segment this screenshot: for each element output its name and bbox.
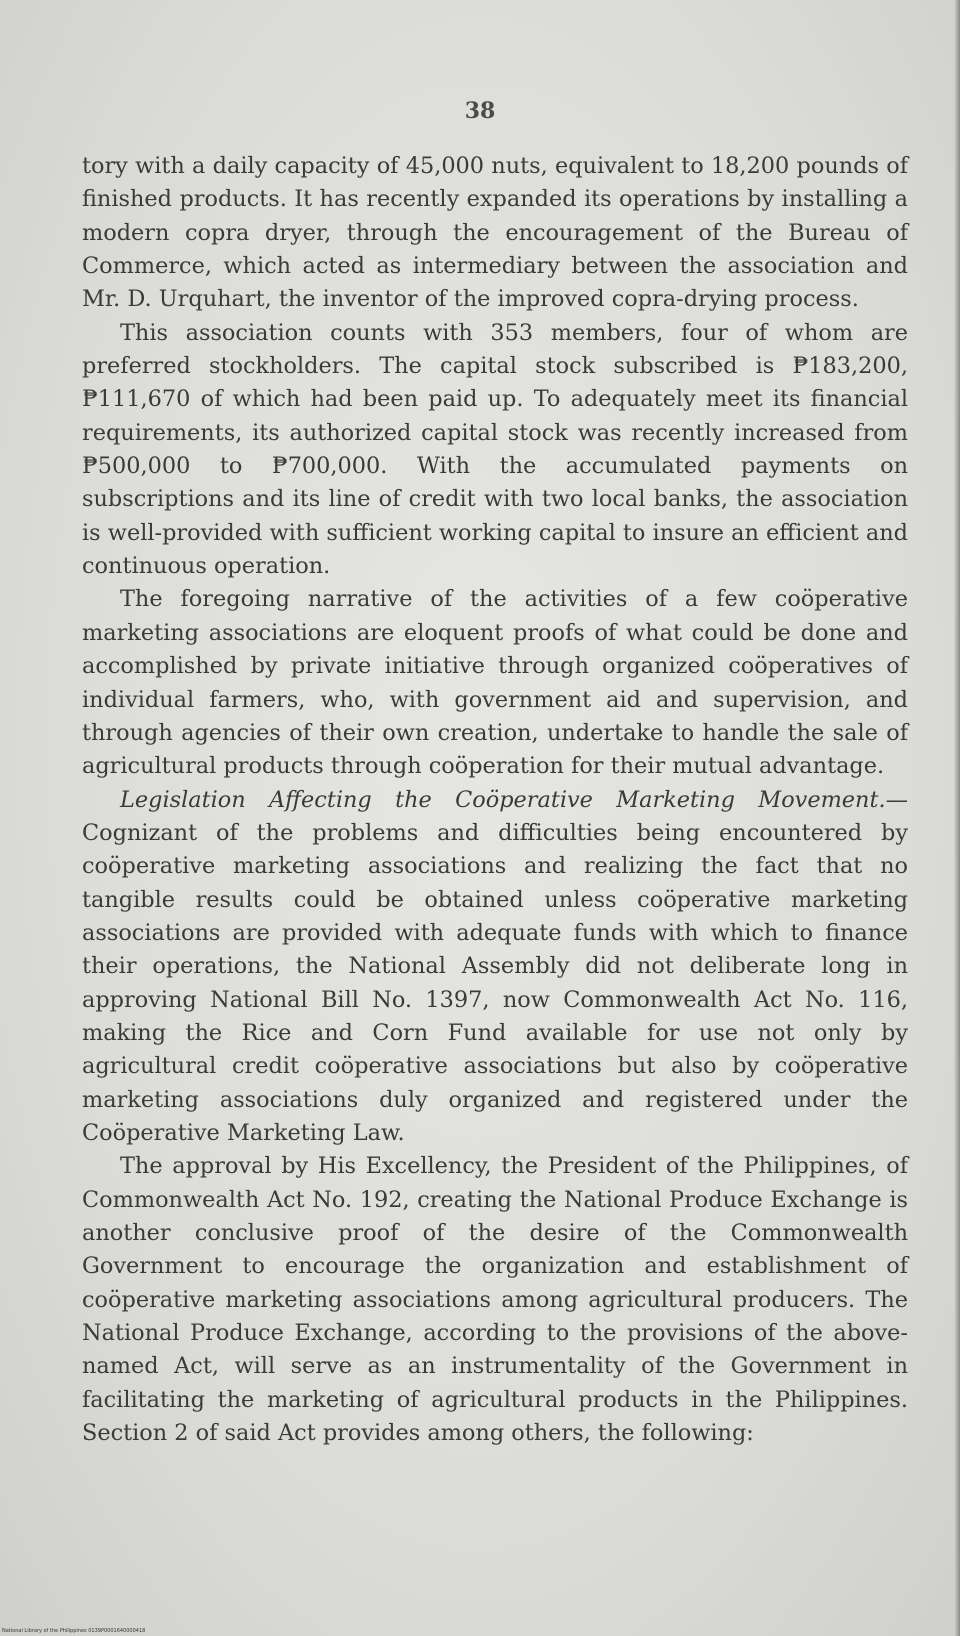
paragraph-continuation: tory with a daily capacity of 45,000 nuts, equivalent to 18,200 pounds of finished products. It has recently expanded its operations by installing a modern copra dryer, through the encouragement of the Bureau of Commerce, which acted as intermediary between the association and Mr. D. Urquhart, the inventor of the improved copra-drying process. xyxy=(82,153,908,313)
section-heading: Legislation Affecting the Coöperative Marketing Movement. xyxy=(120,786,886,813)
body-text xyxy=(82,150,908,1450)
paragraph-foregoing-narrative: The foregoing narrative of the activities of a few coöperative marketing associations are eloquent proofs of what could be done and accomplished by private initiative through organized coöperatives of individual farmers, who, with government aid and supervision, and through agencies of their own creation, undertake to handle the sale of agricultural products through coöperation for their mutual advantage. xyxy=(82,586,908,780)
paragraph-association-members: This association counts with 353 members, four of whom are preferred stockholders. The capital stock subscribed is ₱183,200, ₱111,670 of which had been paid up. To adequately meet its financial requirements, its authorized capital stock was recently increased from ₱500,000 to ₱700,000. With the accumulated payments on subscriptions and its line of credit with two local banks, the association is well-provided with sufficient working capital to insure an efficient and continuous operation. xyxy=(82,319,908,580)
page-number: 38 xyxy=(464,98,496,124)
paragraph-produce-exchange: The approval by His Excellency, the President of the Philippines, of Commonwealth Act No. 192, creating the National Produce Exchange is another conclusive proof of the desire of the Commonwealth Government to encourage the organization and establishment of coöperative marketing associations among agricultural producers. The National Produce Exchange, according to the provisions of the above-named Act, will serve as an instrumentality of the Government in facilitating the marketing of agricultural products in the Philippines. Section 2 of said Act provides among others, the following: xyxy=(82,1153,908,1447)
paragraph-legislation-text: —Cognizant of the problems and difficulties being encountered by coöperative marketing associations and realizing the fact that no tangible results could be obtained unless coöperative marketing associations are provided with adequate funds with which to finance their operations, the National Assembly did not deliberate long in approving National Bill No. 1397, now Commonwealth Act No. 116, making the Rice and Corn Fund available for use not only by agricultural credit coöperative associations but also by coöperative marketing associations duly organized and registered under the Coöperative Marketing Law. xyxy=(82,786,908,1146)
paragraph-legislation xyxy=(82,784,908,1151)
scan-credit: National Library of the Philippines 0139P0001640000418 xyxy=(2,1628,146,1634)
page-edge-shadow xyxy=(954,0,960,1636)
